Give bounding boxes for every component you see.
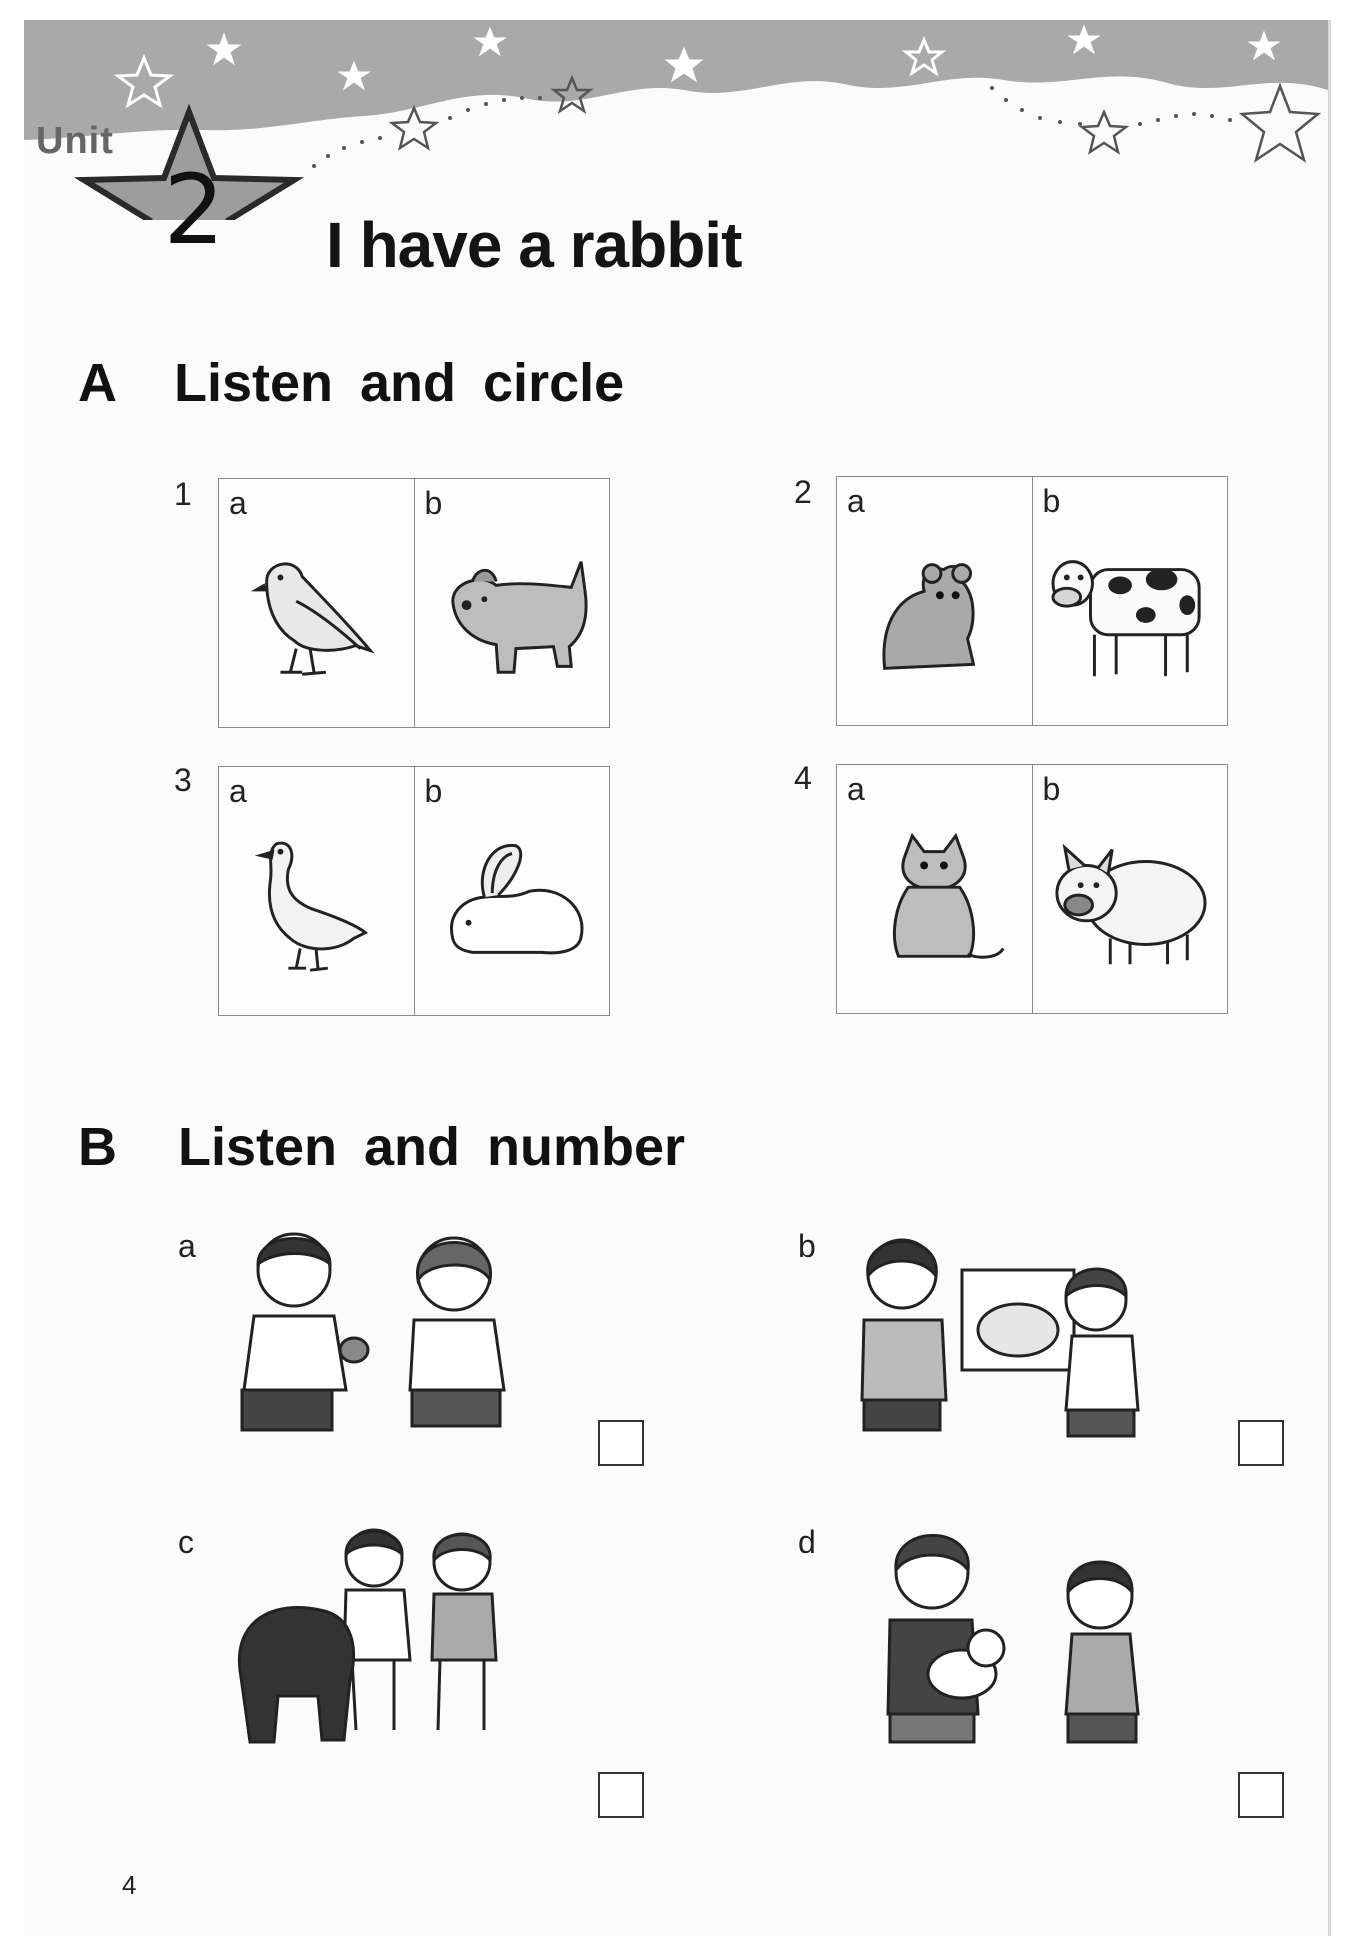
- scene-letter: c: [178, 1524, 194, 1560]
- unit-label: Unit: [36, 120, 114, 162]
- option-letter: a: [847, 771, 865, 807]
- question-4-box: [836, 764, 1228, 1014]
- section-a-title: Listen and circle: [174, 353, 625, 413]
- answer-box-c[interactable]: [598, 1772, 644, 1818]
- option-letter: a: [229, 773, 247, 809]
- question-1-box: [218, 478, 610, 728]
- scene-a-picture: [214, 1220, 534, 1450]
- section-a-letter: A: [78, 353, 117, 413]
- question-2-box: [836, 476, 1228, 726]
- option-4b[interactable]: [1032, 765, 1228, 1013]
- answer-box-a[interactable]: [598, 1420, 644, 1466]
- answer-box-d[interactable]: [1238, 1772, 1284, 1818]
- cat-picture: [855, 827, 1013, 977]
- option-1a[interactable]: [219, 479, 414, 727]
- option-letter: b: [1042, 771, 1061, 807]
- scene-d-picture: [866, 1524, 1186, 1754]
- dog-picture: [433, 541, 591, 691]
- option-1b[interactable]: [414, 479, 610, 727]
- scene-letter: b: [798, 1228, 816, 1264]
- option-2b[interactable]: [1032, 477, 1228, 725]
- question-number: 1: [174, 476, 192, 512]
- scene-c-picture: [234, 1520, 554, 1750]
- question-number: 4: [794, 760, 812, 796]
- pig-picture: [1051, 827, 1209, 977]
- section-b-title: Listen and number: [178, 1117, 686, 1177]
- scene-letter: d: [798, 1524, 816, 1560]
- duck-picture: [237, 829, 395, 979]
- option-2a[interactable]: [837, 477, 1032, 725]
- question-number: 2: [794, 474, 812, 510]
- cow-picture: [1051, 539, 1209, 689]
- option-3a[interactable]: [219, 767, 414, 1015]
- page-number: 4: [122, 1870, 137, 1900]
- option-3b[interactable]: [414, 767, 610, 1015]
- option-letter: b: [424, 773, 443, 809]
- bird-picture: [237, 541, 395, 691]
- answer-box-b[interactable]: [1238, 1420, 1284, 1466]
- hamster-picture: [855, 539, 1013, 689]
- option-letter: b: [424, 485, 443, 521]
- question-number: 3: [174, 762, 192, 798]
- scene-letter: a: [178, 1228, 196, 1264]
- page-title: I have a rabbit: [326, 209, 742, 281]
- unit-number: 2: [163, 154, 225, 266]
- section-b-letter: B: [78, 1117, 117, 1177]
- question-3-box: [218, 766, 610, 1016]
- rabbit-picture: [433, 829, 591, 979]
- option-letter: a: [847, 483, 865, 519]
- option-letter: a: [229, 485, 247, 521]
- scene-b-picture: [842, 1220, 1162, 1450]
- option-letter: b: [1042, 483, 1061, 519]
- option-4a[interactable]: [837, 765, 1032, 1013]
- workbook-page: [24, 20, 1331, 1936]
